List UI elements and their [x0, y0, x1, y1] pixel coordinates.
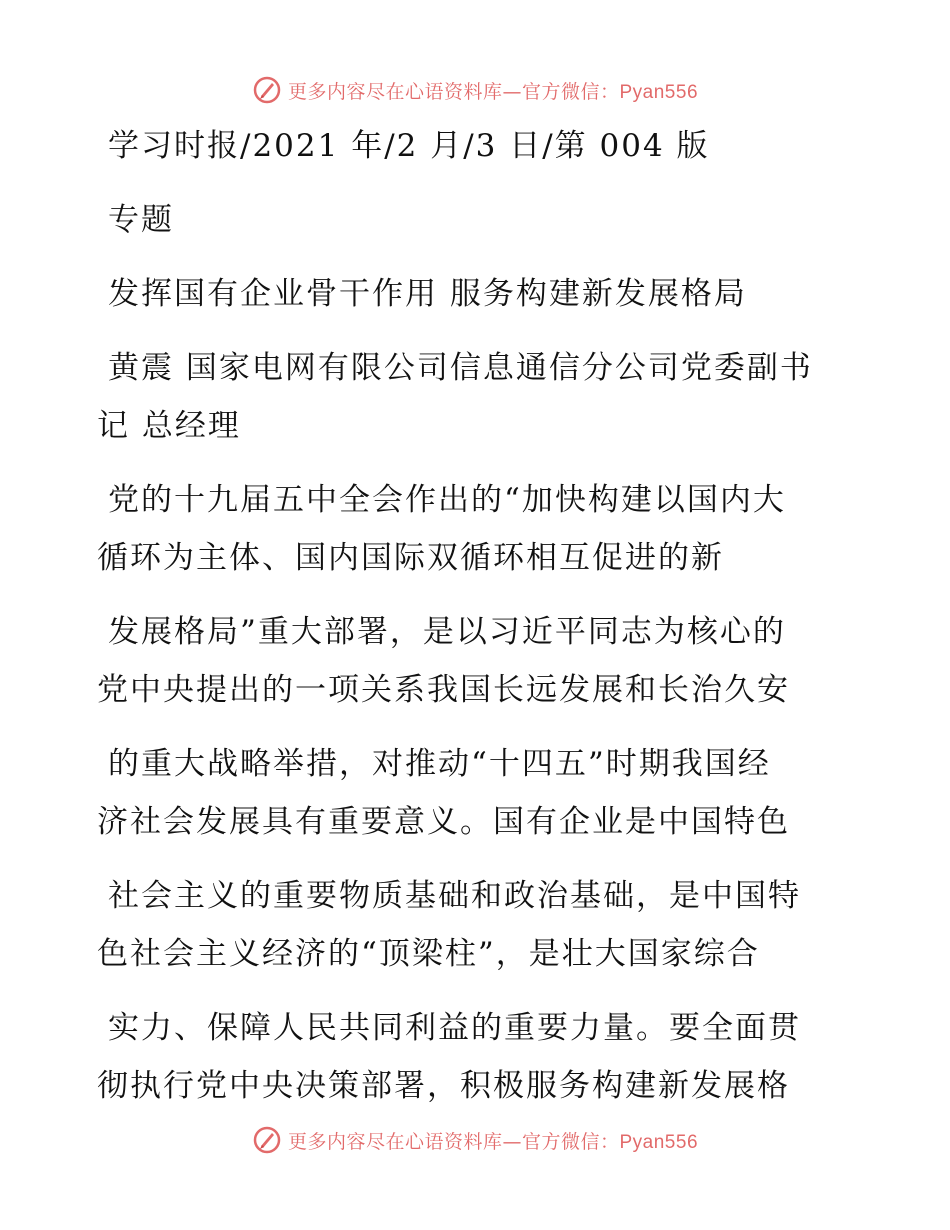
quill-logo-icon	[252, 1125, 282, 1155]
body-line: 实力、保障人民共同利益的重要力量。要全面贯	[108, 1010, 801, 1046]
watermark-text	[288, 77, 698, 104]
watermark-suffix: 官方微信：	[521, 1130, 620, 1153]
body-line: 的重大战略举措，对推动“十四五”时期我国经	[108, 746, 771, 782]
body-line: 党中央提出的一项关系我国长远发展和长治久安	[97, 672, 790, 708]
section-label: 专题	[108, 202, 174, 238]
body-line: 彻执行党中央决策部署，积极服务构建新发展格	[97, 1068, 790, 1104]
body-line: 色社会主义经济的“顶梁柱”，是壮大国家综合	[97, 936, 760, 972]
byline-line-2: 记 总经理	[97, 408, 241, 444]
watermark-dash: —	[502, 80, 522, 103]
headline: 发挥国有企业骨干作用 服务构建新发展格局	[108, 276, 747, 312]
watermark-banner-bottom	[0, 1120, 950, 1160]
body-line: 党的十九届五中全会作出的“加快构建以国内大	[108, 482, 786, 518]
body-line: 发展格局”重大部署，是以习近平同志为核心的	[108, 614, 786, 650]
watermark-slogan: 更多内容尽在心语资料库	[287, 80, 503, 103]
watermark-text	[288, 1127, 698, 1154]
watermark-suffix: 官方微信：	[521, 80, 620, 103]
source-line: 学习时报/2021 年/2 月/3 日/第 004 版	[108, 128, 710, 164]
watermark-handle: Pyan556	[619, 1131, 699, 1153]
watermark-handle: Pyan556	[619, 81, 699, 103]
body-line: 济社会发展具有重要意义。国有企业是中国特色	[97, 804, 790, 840]
watermark-slogan: 更多内容尽在心语资料库	[287, 1130, 503, 1153]
quill-logo-icon	[252, 75, 282, 105]
watermark-banner-top	[0, 70, 950, 110]
watermark-dash: —	[502, 1130, 522, 1153]
body-line: 社会主义的重要物质基础和政治基础，是中国特	[108, 878, 801, 914]
body-line: 循环为主体、国内国际双循环相互促进的新	[97, 540, 724, 576]
byline-line-1: 黄震 国家电网有限公司信息通信分公司党委副书	[108, 350, 813, 386]
